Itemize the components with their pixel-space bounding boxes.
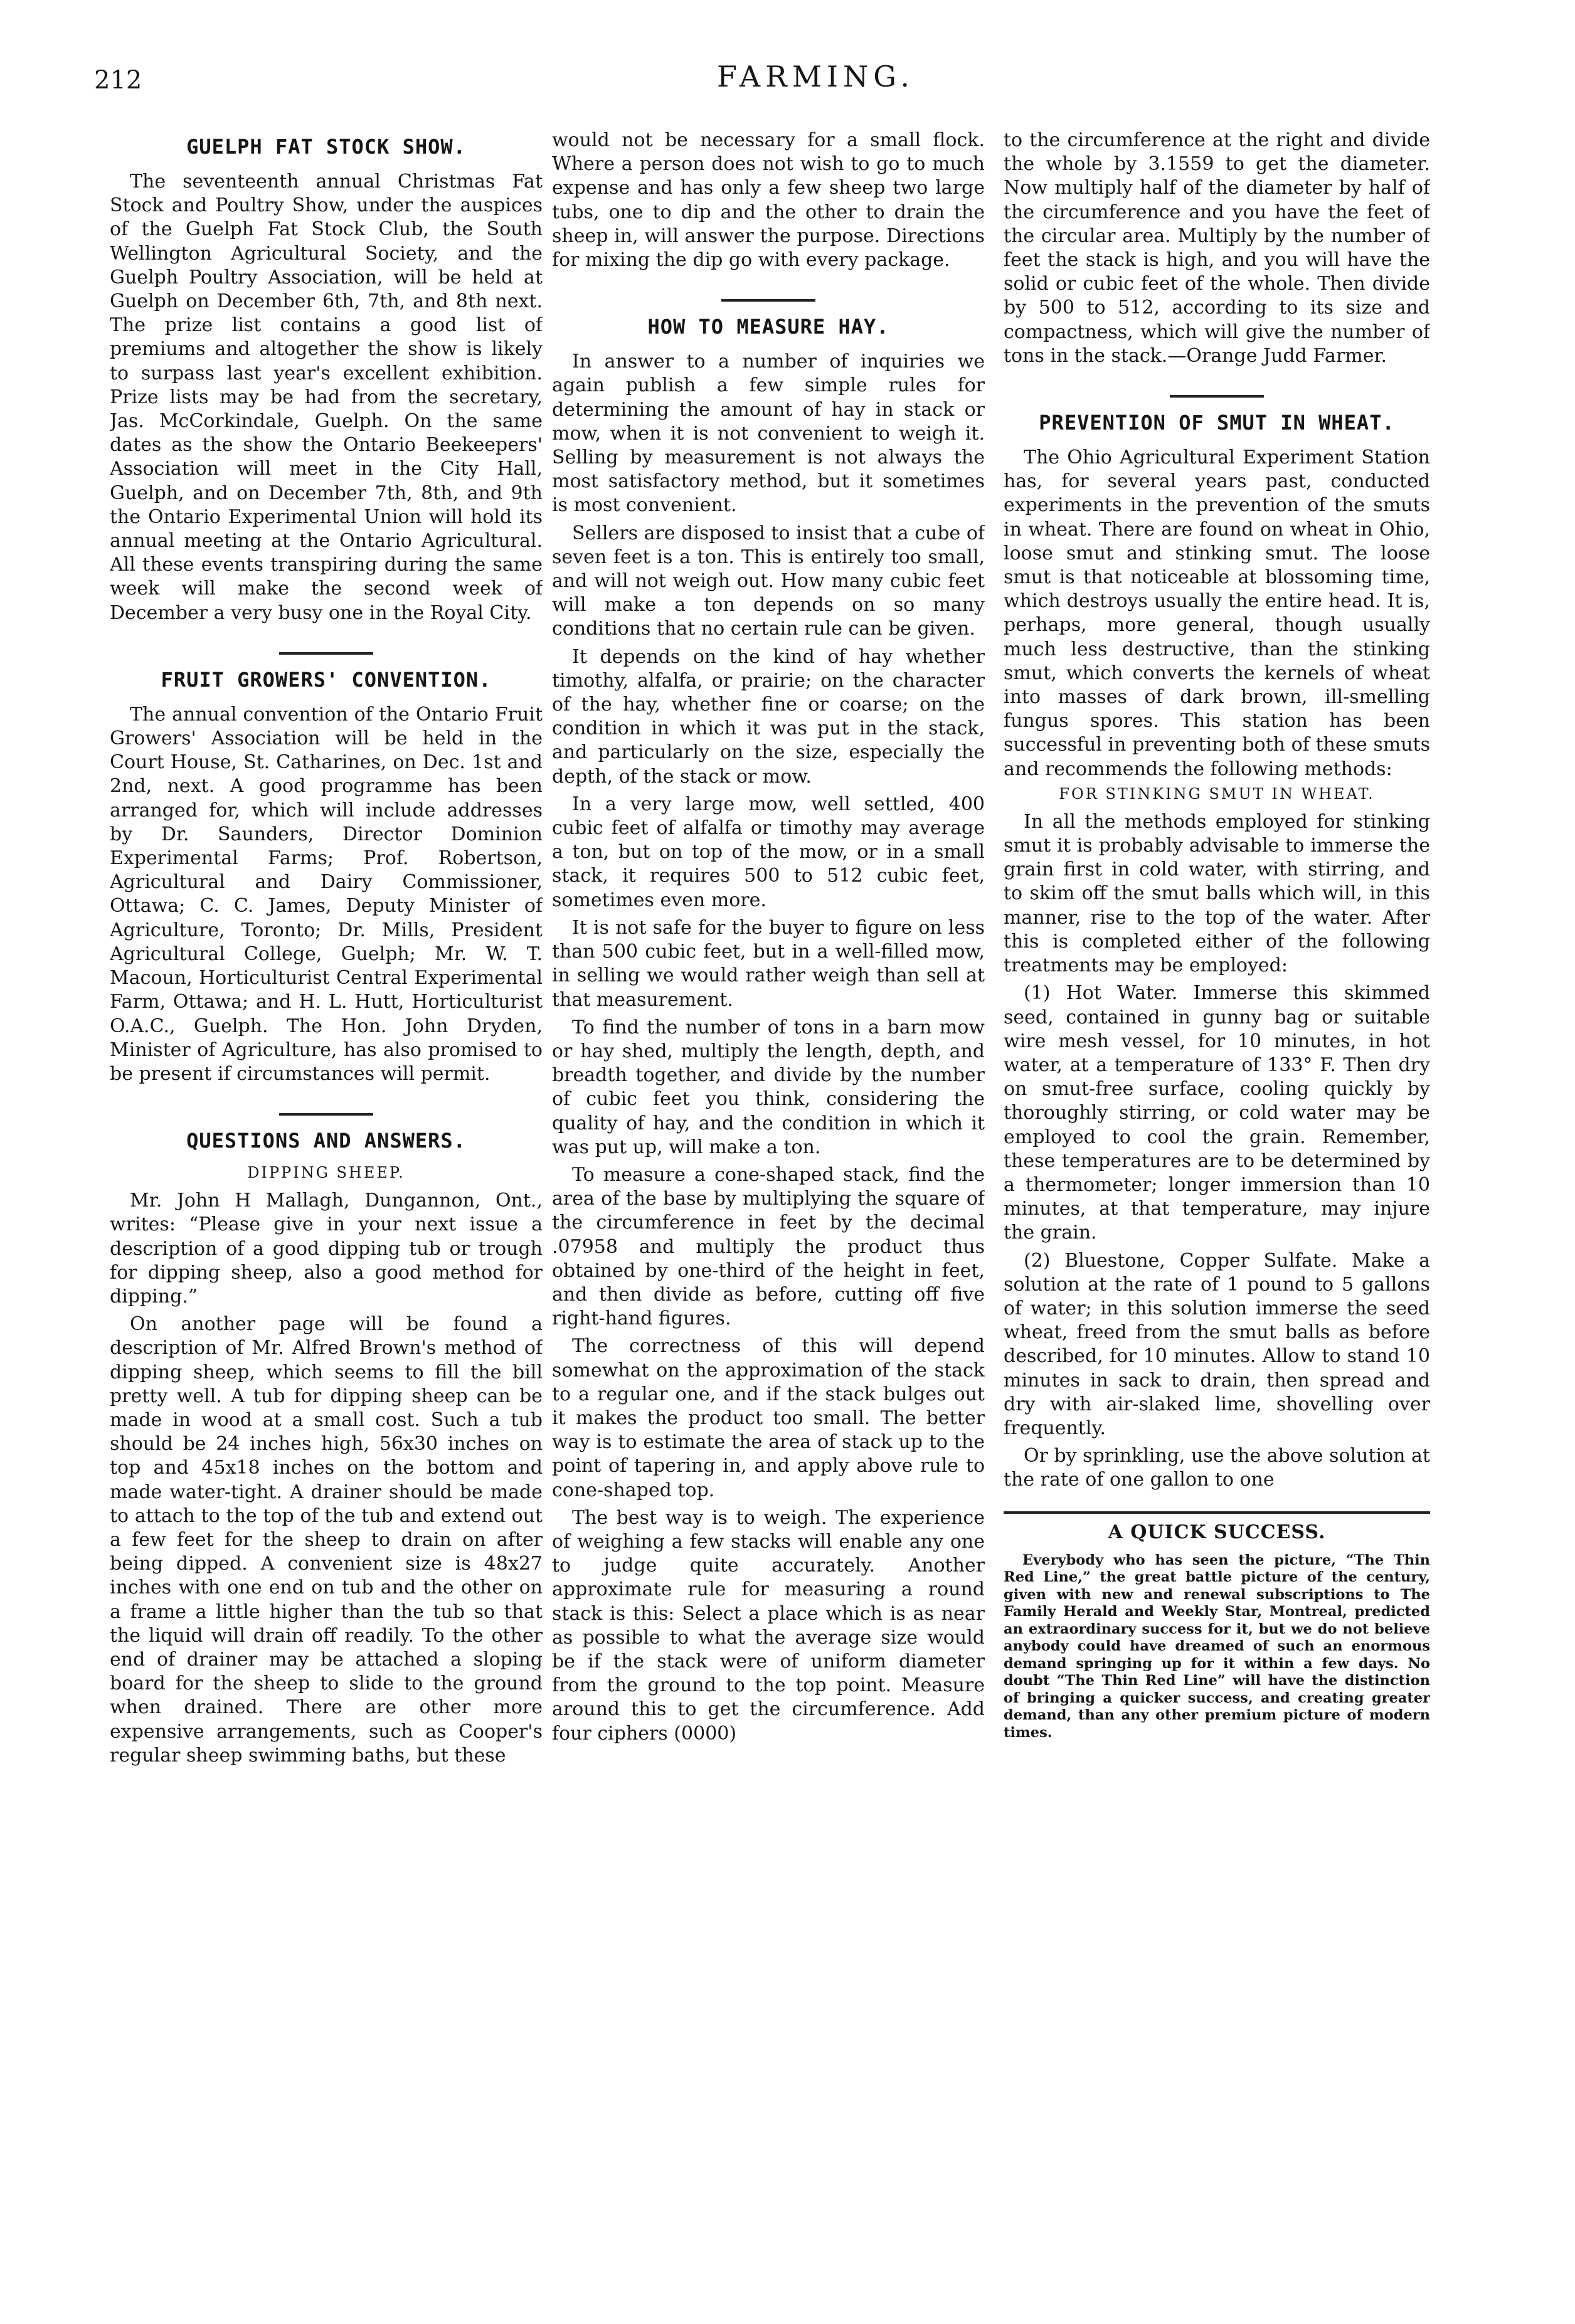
article-paragraph: The correctness of this will depend somewhat on the approximation of the stack to a regular one, and if the stack bulges out it makes the product too small. The better way is to estimate the area of stack up to the point of tapering in, and apply above rule to cone-shaped top. bbox=[552, 1335, 985, 1501]
article-subtitle-dipping-sheep: DIPPING SHEEP. bbox=[247, 1164, 405, 1182]
article-paragraph: In all the methods employed for stinking smut it is probably advisable to immerse the grain first in cold water, with stirring, and to skim off the smut balls which will, in this manner, rise to the top of the water. After this is completed either of the following treatments may be employed: bbox=[1004, 810, 1430, 977]
article-paragraph: (2) Bluestone, Copper Sulfate. Make a solution at the rate of 1 pound to 5 gallons of water; in this solution immerse the seed wheat, freed from the smut balls as before described, for 10 minutes. Allow to stand 10 minutes in sack to drain, then spread and dry with air-slaked lime, shovelling over frequently. bbox=[1004, 1249, 1430, 1439]
article-title-guelph-fat-stock-show: GUELPH FAT STOCK SHOW. bbox=[186, 135, 466, 159]
column-2 bbox=[552, 129, 985, 2274]
page-number: 212 bbox=[94, 66, 142, 95]
advertisement-box bbox=[1004, 1511, 1430, 1742]
section-divider bbox=[110, 647, 543, 659]
advertisement-text: Everybody who has seen the picture, “The Thin Red Line,” the great battle picture of the century, given with new and renewal subscriptions to The Family Herald and Weekly Star, Montreal, predicted an extraordinary success for it, but we do not believe anybody could have dreamed of such an enormous demand springing up for it within a few days. No doubt “The Thin Red Line” will have the distinction of bringing a quicker success, and creating greater demand, than any other premium picture of modern times. bbox=[1004, 1551, 1430, 1741]
running-title: FARMING. bbox=[716, 60, 915, 93]
article-paragraph: It is not safe for the buyer to figure on less than 500 cubic feet, but in a well-filled mow, in selling we would rather weigh than sell at that measurement. bbox=[552, 916, 985, 1011]
article-title-fruit-growers-convention: FRUIT GROWERS' CONVENTION. bbox=[161, 667, 492, 692]
article-paragraph: To measure a cone-shaped stack, find the area of the base by multiplying the square of the circumference in feet by the decimal .07958 and multiply the product thus obtained by one-third of the height in feet, and then divide as before, cutting off five right-hand figures. bbox=[552, 1163, 985, 1330]
article-paragraph: The Ohio Agricultural Experiment Station has, for several years past, conducted experiments in the prevention of the smuts in wheat. There are found on wheat in Ohio, loose smut and stinking smut. The loose smut is that noticeable at blossoming time, which destroys usually the entire head. It is, perhaps, more general, though usually much less destructive, than the stinking smut, which converts the kernels of wheat into masses of dark brown, ill-smelling fungus spores. This station has been successful in preventing both of these smuts and recommends the following methods: bbox=[1004, 446, 1430, 780]
article-paragraph: to the circumference at the right and divide the whole by 3.1559 to get the diameter. Now multiply half of the diameter by half of the circumference and you have the feet of the circular area. Multiply by the number of feet the stack is high, and you will have the solid or cubic feet of the whole. Then divide by 500 to 512, according to its size and compactness, which will give the number of tons in the stack.—Orange Judd Farmer. bbox=[1004, 129, 1430, 367]
article-title-prevention-of-smut: PREVENTION OF SMUT IN WHEAT. bbox=[1039, 411, 1395, 435]
column-1 bbox=[110, 129, 543, 2274]
article-paragraph: Or by sprinkling, use the above solution at the rate of one gallon to one bbox=[1004, 1445, 1430, 1491]
article-paragraph: Sellers are disposed to insist that a cube of seven feet is a ton. This is entirely too small, and will not weigh out. How many cubic feet will make a ton depends on so many conditions that no certain rule can be given. bbox=[552, 522, 985, 640]
article-subtitle-stinking-smut: FOR STINKING SMUT IN WHEAT. bbox=[1059, 784, 1375, 803]
article-paragraph: The annual convention of the Ontario Fruit Growers' Association will be held in the Court House, St. Catharines, on Dec. 1st and 2nd, next. A good programme has been arranged for, which will include addresses by Dr. Saunders, Director Dominion Experimental Farms; Prof. Robertson, Agricultural and Dairy Commissioner, Ottawa; C. C. James, Deputy Minister of Agriculture, Toronto; Dr. Mills, President Agricultural College, Guelph; Mr. W. T. Macoun, Horticulturist Central Experimental Farm, Ottawa; and H. L. Hutt, Horticulturist O.A.C., Guelph. The Hon. John Dryden, Minister of Agriculture, has also promised to be present if circumstances will permit. bbox=[110, 703, 543, 1085]
article-paragraph: On another page will be found a description of Mr. Alfred Brown's method of dipping sheep, which seems to fill the bill pretty well. A tub for dipping sheep can be made in wood at a small cost. Such a tub should be 24 inches high, 56x30 inches on top and 45x18 inches on the bottom and made water-tight. A drainer should be made to attach to the top of the tub and extend out a few feet for the sheep to drain on after being dipped. A convenient size is 48x27 inches with one end on tub and the other on a frame a little higher than the tub so that the liquid will drain off readily. To the other end of drainer may be attached a sloping board for the sheep to slide to the ground when drained. There are other more expensive arrangements, such as Cooper's regular sheep swimming baths, but these bbox=[110, 1313, 543, 1767]
section-divider bbox=[110, 1107, 543, 1120]
advertisement-title: A QUICK SUCCESS. bbox=[1108, 1521, 1326, 1543]
article-paragraph: In a very large mow, well settled, 400 cubic feet of alfalfa or timothy may average a ton, but on top of the mow, or in a small stack, it requires 500 to 512 cubic feet, sometimes even more. bbox=[552, 793, 985, 911]
section-divider bbox=[552, 293, 985, 306]
article-paragraph: The best way is to weigh. The experience of weighing a few stacks will enable any one to judge quite accurately. Another approximate rule for measuring a round stack is this: Select a place which is as near as possible to what the average size would be if the stack were of uniform diameter from the ground to the top point. Measure around this to get the circumference. Add four ciphers (0000) bbox=[552, 1506, 985, 1745]
article-title-how-to-measure-hay: HOW TO MEASURE HAY. bbox=[647, 315, 889, 339]
column-3 bbox=[1004, 129, 1430, 2274]
page-header bbox=[94, 60, 1537, 110]
article-paragraph: would not be necessary for a small flock. Where a person does not wish to go to much expense and has only a few sheep two large tubs, one to dip and the other to drain the sheep in, will answer the purpose. Directions for mixing the dip go with every package. bbox=[552, 129, 985, 272]
article-paragraph: It depends on the kind of hay whether timothy, alfalfa, or prairie; on the character of the hay, whether fine or coarse; on the condition in which it was put in the stack, and particularly on the size, especially the depth, of the stack or mow. bbox=[552, 645, 985, 788]
article-paragraph: The seventeenth annual Christmas Fat Stock and Poultry Show, under the auspices of the Guelph Fat Stock Club, the South Wellington Agricultural Society, and the Guelph Poultry Association, will be held at Guelph on December 6th, 7th, and 8th next. The prize list contains a good list of premiums and altogether the show is likely to surpass last year's excellent exhibition. Prize lists may be had from the secretary, Jas. McCorkindale, Guelph. On the same dates as the show the Ontario Beekeepers' Association will meet in the City Hall, Guelph, and on December 7th, 8th, and 9th the Ontario Experimental Union will hold its annual meeting at the Ontario Agricultural. All these events transpiring during the same week will make the second week of December a very busy one in the Royal City. bbox=[110, 171, 543, 624]
article-paragraph: In answer to a number of inquiries we again publish a few simple rules for determining the amount of hay in stack or mow, when it is not convenient to weigh it. Selling by measurement is not always the most satisfactory method, but it sometimes is most convenient. bbox=[552, 351, 985, 517]
article-title-questions-and-answers: QUESTIONS AND ANSWERS. bbox=[186, 1129, 466, 1153]
section-divider bbox=[1004, 389, 1430, 402]
article-paragraph: (1) Hot Water. Immerse this skimmed seed, contained in gunny bag or suitable wire mesh vessel, for 10 minutes, in hot water, at a temperature of 133° F. Then dry on smut-free surface, cooling quickly by thoroughly stirring, or cold water may be employed to cool the grain. Remember, these temperatures are to be determined by a thermometer; longer immersion than 10 minutes, at that temperature, may injure the grain. bbox=[1004, 982, 1430, 1244]
article-paragraph: Mr. John H Mallagh, Dungannon, Ont., writes: “Please give in your next issue a description of a good dipping tub or trough for dipping sheep, also a good method for dipping.” bbox=[110, 1190, 543, 1307]
article-paragraph: To find the number of tons in a barn mow or hay shed, multiply the length, depth, and breadth together, and divide by the number of cubic feet you think, considering the quality of hay, and the condition in which it was put up, will make a ton. bbox=[552, 1016, 985, 1158]
